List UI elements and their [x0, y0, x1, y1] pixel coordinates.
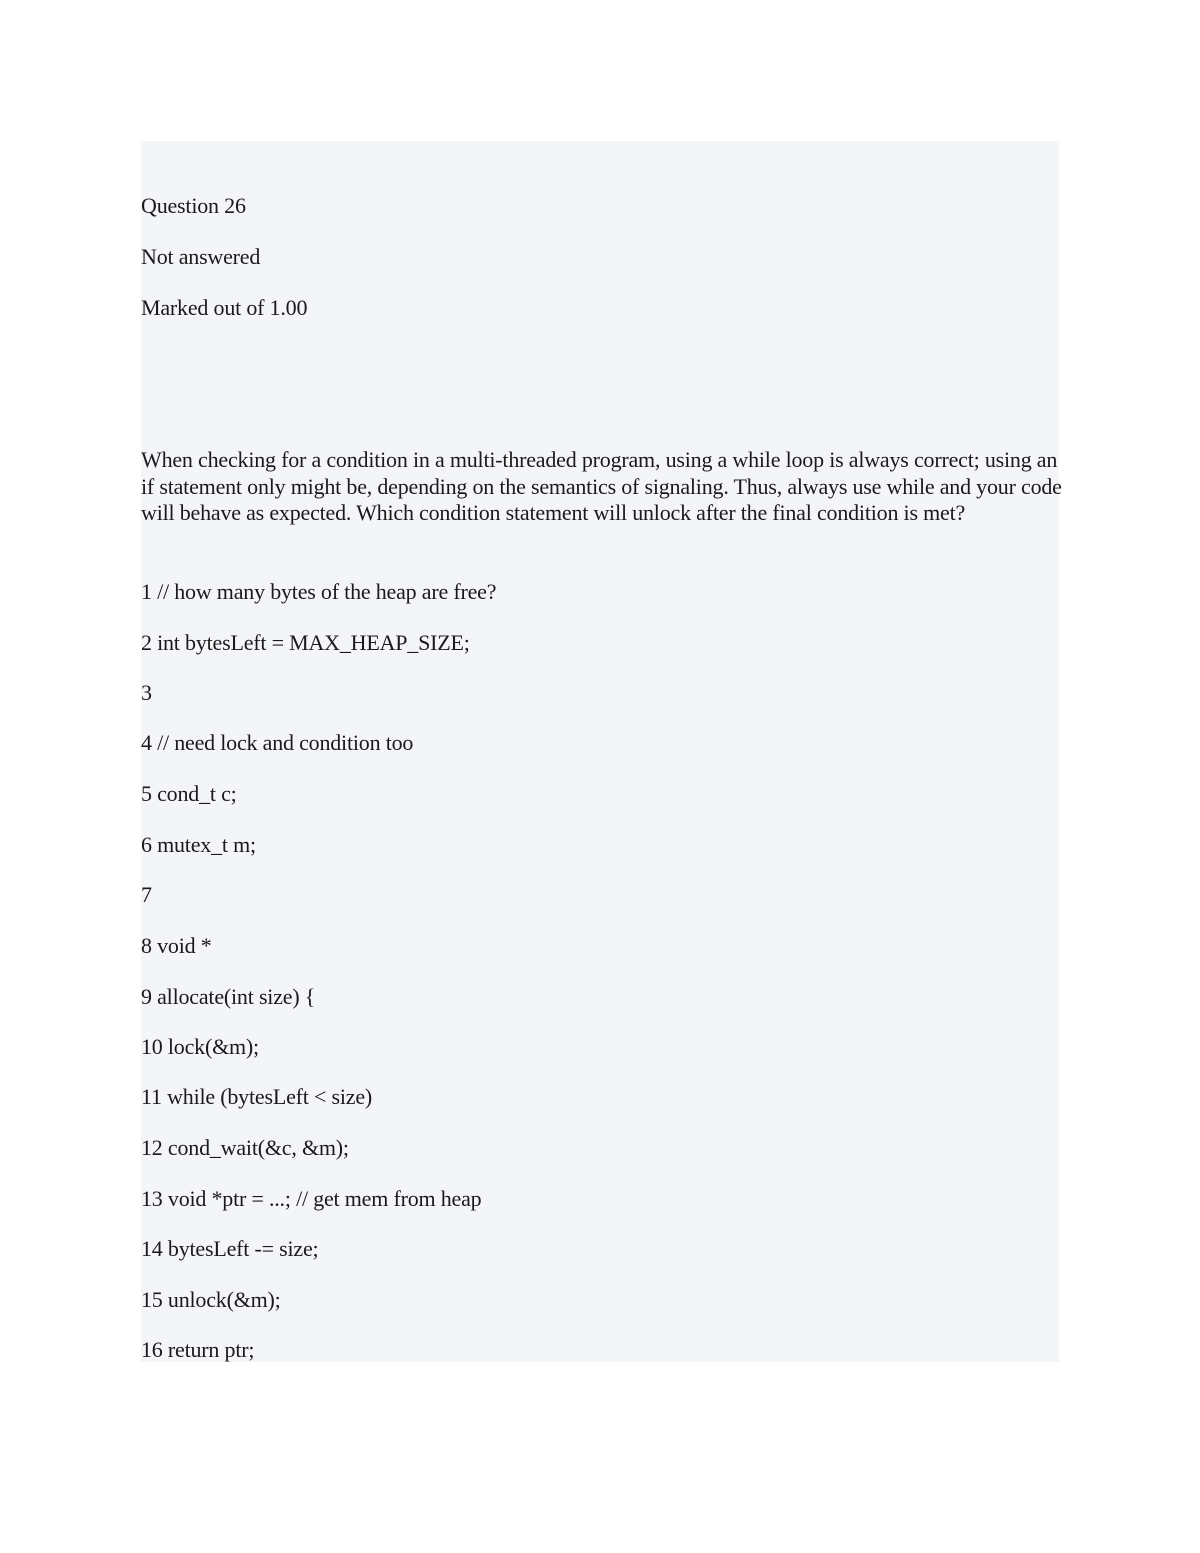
code-line-4: 4 // need lock and condition too	[141, 730, 414, 755]
question-status: Not answered	[141, 244, 261, 269]
code-line-15: 15 unlock(&m);	[141, 1287, 281, 1312]
code-line-16: 16 return ptr;	[141, 1337, 255, 1362]
code-line-7: 7	[141, 882, 152, 907]
code-line-10: 10 lock(&m);	[141, 1034, 259, 1059]
code-line-8: 8 void *	[141, 933, 212, 958]
code-line-9: 9 allocate(int size) {	[141, 984, 316, 1009]
question-number: Question 26	[141, 193, 246, 218]
code-line-12: 12 cond_wait(&c, &m);	[141, 1135, 349, 1160]
question-marks: Marked out of 1.00	[141, 295, 308, 320]
code-line-14: 14 bytesLeft -= size;	[141, 1236, 319, 1261]
code-line-13: 13 void *ptr = ...; // get mem from heap	[141, 1186, 482, 1211]
code-line-2: 2 int bytesLeft = MAX_HEAP_SIZE;	[141, 630, 470, 655]
code-line-6: 6 mutex_t m;	[141, 832, 256, 857]
question-text: When checking for a condition in a multi-threaded program, using a while loop is always correct; using an if statement only might be, depending on the semantics of signaling. Thus, always use while and your code will behave as expected. Which condition statement will unlock after the final condition is met?	[141, 447, 1062, 526]
code-line-3: 3	[141, 680, 152, 705]
code-line-1: 1 // how many bytes of the heap are free?	[141, 579, 497, 604]
code-line-11: 11 while (bytesLeft < size)	[141, 1084, 373, 1109]
code-line-5: 5 cond_t c;	[141, 781, 237, 806]
